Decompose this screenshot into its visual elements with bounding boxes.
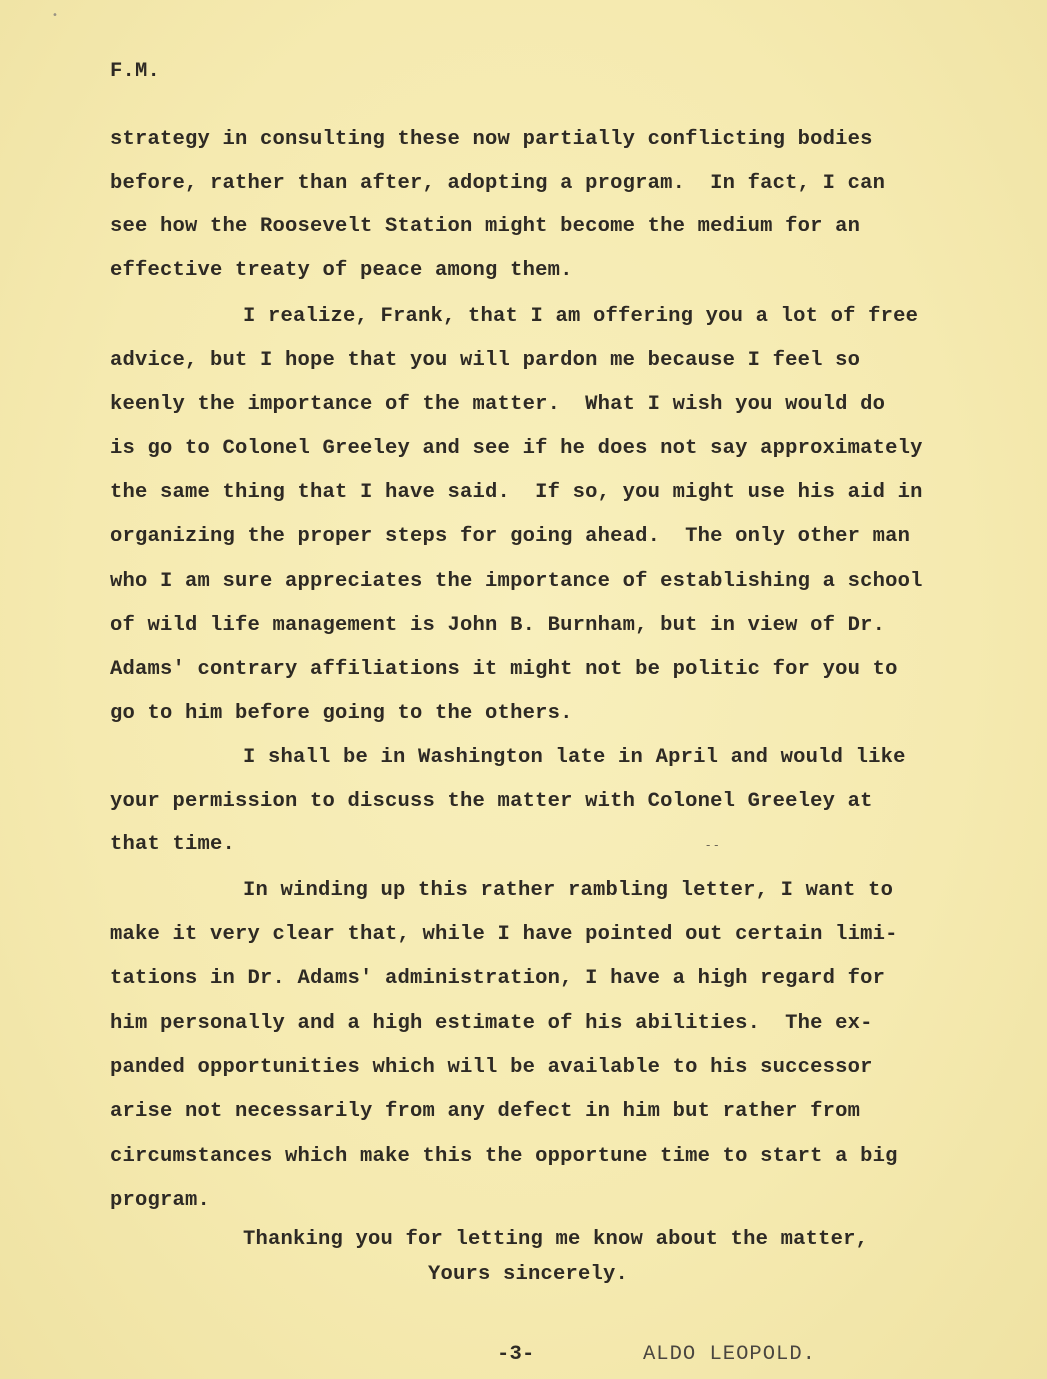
body-line: program. [110, 1189, 211, 1212]
body-line: who I am sure appreciates the importance of establishing a school [110, 570, 923, 593]
body-line: I shall be in Washington late in April and would like [243, 746, 906, 769]
closing-thanks: Thanking you for letting me know about the matter, [243, 1228, 869, 1251]
body-line: arise not necessarily from any defect in him but rather from [110, 1100, 861, 1123]
stray-mark: - - [706, 838, 719, 852]
body-line: tations in Dr. Adams' administration, I have a high regard for [110, 967, 886, 990]
body-line: organizing the proper steps for going ahead. The only other man [110, 525, 911, 548]
valediction: Yours sincerely. [428, 1263, 629, 1286]
body-line: I realize, Frank, that I am offering you a lot of free [243, 305, 919, 328]
body-line: effective treaty of peace among them. [110, 259, 573, 282]
body-line: him personally and a high estimate of his abilities. The ex- [110, 1012, 873, 1035]
body-line: is go to Colonel Greeley and see if he does not say approximately [110, 437, 923, 460]
page-number: -3- [497, 1343, 535, 1366]
body-line: that time. [110, 833, 236, 856]
body-line: panded opportunities which will be available to his successor [110, 1056, 873, 1079]
header-initials: F.M. [110, 60, 161, 83]
body-line: In winding up this rather rambling letter, I want to [243, 879, 894, 902]
body-line: make it very clear that, while I have pointed out certain limi- [110, 923, 898, 946]
body-line: Adams' contrary affiliations it might not be politic for you to [110, 658, 898, 681]
body-line: advice, but I hope that you will pardon me because I feel so [110, 349, 861, 372]
body-line: the same thing that I have said. If so, you might use his aid in [110, 481, 923, 504]
body-line: your permission to discuss the matter with Colonel Greeley at [110, 790, 873, 813]
body-line: keenly the importance of the matter. What I wish you would do [110, 393, 886, 416]
body-line: see how the Roosevelt Station might become the medium for an [110, 215, 861, 238]
stray-mark: • [52, 10, 58, 21]
body-line: strategy in consulting these now partially conflicting bodies [110, 128, 873, 151]
signature: ALDO LEOPOLD. [643, 1343, 816, 1366]
body-line: circumstances which make this the opportune time to start a big [110, 1145, 898, 1168]
body-line: before, rather than after, adopting a program. In fact, I can [110, 172, 886, 195]
body-line: go to him before going to the others. [110, 702, 573, 725]
body-line: of wild life management is John B. Burnham, but in view of Dr. [110, 614, 886, 637]
